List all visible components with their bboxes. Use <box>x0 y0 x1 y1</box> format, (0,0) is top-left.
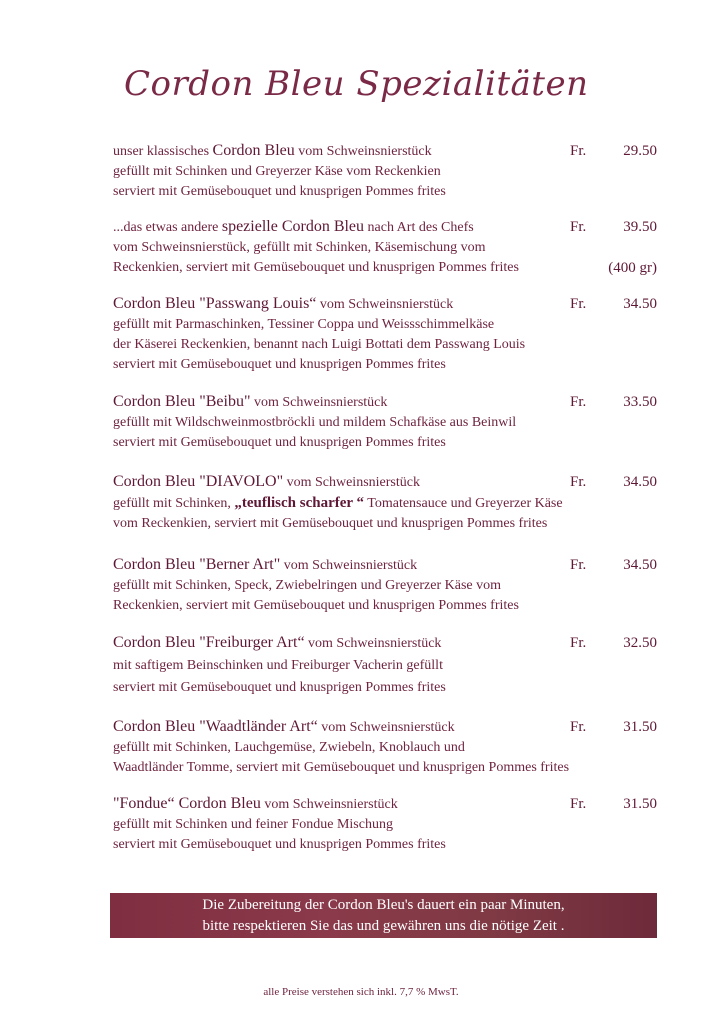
item-origin: vom Schweinsnierstück <box>317 720 455 735</box>
item-description-text: Tomatensauce und Greyerzer Käse <box>364 496 563 511</box>
item-description-line: gefüllt mit Schinken, Lauchgemüse, Zwiebeln, Knoblauch und <box>113 740 465 755</box>
item-origin: vom Schweinsnierstück <box>250 395 388 410</box>
item-description-line: Reckenkien, serviert mit Gemüsebouquet und knusprigen Pommes frites <box>113 598 519 613</box>
item-description-line: vom Schweinsnierstück, gefüllt mit Schinken, Käsemischung vom <box>113 240 486 255</box>
notice-line: Die Zubereitung der Cordon Bleu's dauert ein paar Minuten, <box>202 897 565 913</box>
item-price: 39.50 <box>623 219 657 235</box>
currency-label: Fr. <box>570 635 587 651</box>
item-description-line: gefüllt mit Parmaschinken, Tessiner Coppa und Weissschimmelkäse <box>113 317 495 332</box>
item-description-line: serviert mit Gemüsebouquet und knusprigen Pommes frites <box>113 184 446 199</box>
item-highlight: „teuflisch scharfer “ <box>234 495 365 511</box>
item-description-line: serviert mit Gemüsebouquet und knusprigen Pommes frites <box>113 680 446 695</box>
item-origin: nach Art des Chefs <box>364 220 474 235</box>
currency-label: Fr. <box>570 719 587 735</box>
item-name: Cordon Bleu "Freiburger Art“ <box>113 634 305 651</box>
item-price: 34.50 <box>623 474 657 490</box>
preparation-notice <box>110 893 657 938</box>
item-weight: (400 gr) <box>608 260 657 276</box>
item-name: spezielle Cordon Bleu <box>221 218 365 235</box>
menu-item-berner-art <box>113 555 673 616</box>
currency-label: Fr. <box>570 219 587 235</box>
item-price: 33.50 <box>623 394 657 410</box>
menu-item-fondue <box>113 794 673 855</box>
menu-item-classic <box>113 141 673 202</box>
menu-item-beibu <box>113 392 673 453</box>
item-name: Cordon Bleu "Beibu" <box>113 393 251 410</box>
item-price: 32.50 <box>623 635 657 651</box>
item-intro: unser klassisches <box>113 144 213 159</box>
item-origin: vom Schweinsnierstück <box>260 797 398 812</box>
item-name: "Fondue“ Cordon Bleu <box>113 795 261 812</box>
item-description-line: mit saftigem Beinschinken und Freiburger Vacherin gefüllt <box>113 658 443 673</box>
currency-label: Fr. <box>570 474 587 490</box>
item-price: 31.50 <box>623 719 657 735</box>
menu-item-passwang-louis <box>113 294 673 375</box>
vat-footnote: alle Preise verstehen sich inkl. 7,7 % MwsT. <box>263 986 459 998</box>
item-intro: ...das etwas andere <box>113 220 222 235</box>
item-origin: vom Schweinsnierstück <box>283 475 420 490</box>
currency-label: Fr. <box>570 557 587 573</box>
item-price: 34.50 <box>623 296 657 312</box>
item-name: Cordon Bleu "Waadtländer Art“ <box>113 718 318 735</box>
item-name: Cordon Bleu "Berner Art" <box>113 556 281 573</box>
item-name: Cordon Bleu "DIAVOLO" <box>113 473 284 490</box>
menu-item-special <box>113 217 673 278</box>
item-description-line: serviert mit Gemüsebouquet und knusprigen Pommes frites <box>113 357 446 372</box>
item-description-line: gefüllt mit Schinken, Speck, Zwiebelringen und Greyerzer Käse vom <box>113 578 501 593</box>
currency-label: Fr. <box>570 796 587 812</box>
item-description-line: gefüllt mit Wildschweinmostbröckli und mildem Schafkäse aus Beinwil <box>113 415 517 430</box>
menu-item-freiburger-art <box>113 633 673 698</box>
item-description-text: gefüllt mit Schinken, <box>113 496 235 511</box>
item-origin: vom Schweinsnierstück <box>304 636 442 651</box>
currency-label: Fr. <box>570 143 587 159</box>
menu-item-waadtlaender-art <box>113 717 673 778</box>
item-origin: vom Schweinsnierstück <box>294 144 432 159</box>
item-name: Cordon Bleu <box>212 142 295 159</box>
item-description-line: serviert mit Gemüsebouquet und knusprigen Pommes frites <box>113 435 446 450</box>
item-description-line: gefüllt mit Schinken und Greyerzer Käse vom Reckenkien <box>113 164 441 179</box>
item-description-line: serviert mit Gemüsebouquet und knusprigen Pommes frites <box>113 837 446 852</box>
item-price: 34.50 <box>623 557 657 573</box>
item-name: Cordon Bleu "Passwang Louis“ <box>113 295 317 312</box>
menu-item-diavolo <box>113 472 673 534</box>
currency-label: Fr. <box>570 296 587 312</box>
currency-label: Fr. <box>570 394 587 410</box>
notice-line: bitte respektieren Sie das und gewähren uns die nötige Zeit . <box>202 918 565 934</box>
item-price: 29.50 <box>623 143 657 159</box>
item-origin: vom Schweinsnierstück <box>316 297 454 312</box>
item-description-line: gefüllt mit Schinken und feiner Fondue Mischung <box>113 817 393 832</box>
item-description-line: Reckenkien, serviert mit Gemüsebouquet und knusprigen Pommes frites <box>113 260 519 275</box>
item-price: 31.50 <box>623 796 657 812</box>
item-origin: vom Schweinsnierstück <box>280 558 418 573</box>
item-description-line: Waadtländer Tomme, serviert mit Gemüsebouquet und knusprigen Pommes frites <box>113 760 570 775</box>
item-description-line: vom Reckenkien, serviert mit Gemüsebouquet und knusprigen Pommes frites <box>113 516 548 531</box>
item-description-line: der Käserei Reckenkien, benannt nach Luigi Bottati dem Passwang Louis <box>113 337 526 352</box>
menu-title: Cordon Bleu Spezialitäten <box>124 64 589 104</box>
